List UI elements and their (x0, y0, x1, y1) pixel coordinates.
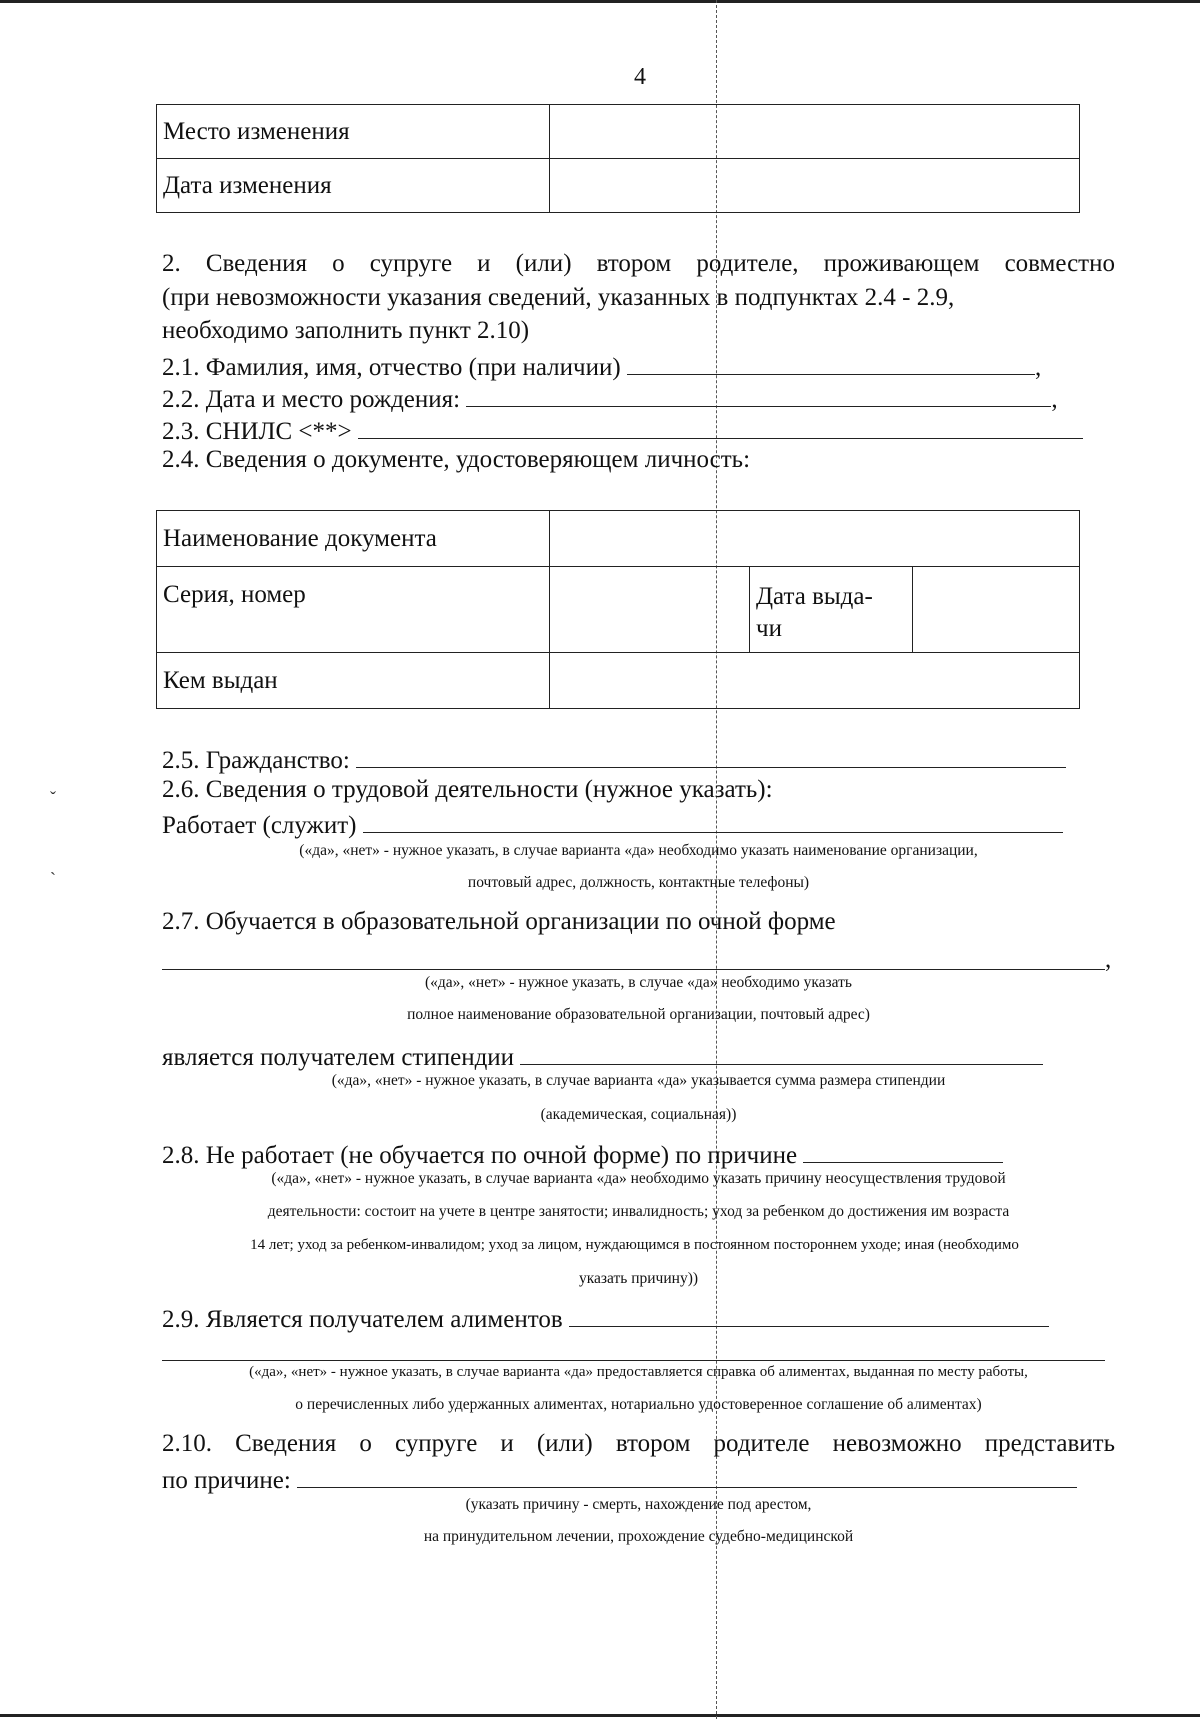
item-2-7-comma: , (1105, 946, 1112, 973)
item-2-2-label: 2.2. Дата и место рождения: (162, 386, 461, 413)
item-2-7-title: 2.7. Обучается в образовательной организации по очной форме (162, 908, 836, 935)
item-2-8 (162, 1138, 1003, 1170)
doc-name-label: Наименование документа (157, 511, 550, 567)
issue-date-label (750, 567, 913, 653)
alimony-field-line2[interactable] (162, 1360, 1105, 1361)
item-2-10-line2 (162, 1463, 1077, 1495)
scan-speck-1: ˇ (50, 788, 56, 808)
item-2-2 (162, 382, 1058, 414)
item-2-8-title: 2.8. Не работает (не обучается по очной форме) по причине (162, 1142, 798, 1169)
snils-field[interactable] (358, 414, 1083, 439)
birth-date-place-field[interactable] (466, 382, 1051, 407)
item-2-1 (162, 350, 1041, 382)
not-working-reason-field[interactable] (803, 1138, 1003, 1163)
item-2-5-label: 2.5. Гражданство: (162, 747, 350, 774)
works-label: Работает (служит) (162, 812, 357, 839)
item-2-9-note2: о перечисленных либо удержанных алиментах, нотариально удостоверенное соглашение об алиментах) (295, 1396, 982, 1413)
item-2-9-note1: («да», «нет» - нужное указать, в случае варианта «да» предоставляется справка об алиментах, выданная по месту работы, (249, 1364, 1028, 1380)
item-2-10-note1: (указать причину - смерть, нахождение под арестом, (465, 1496, 812, 1513)
item-2-2-comma: , (1051, 386, 1058, 413)
item-2-6-title: 2.6. Сведения о трудовой деятельности (нужное указать): (162, 776, 773, 803)
issued-by-field[interactable] (550, 653, 1080, 709)
section2-heading-line2: (при невозможности указания сведений, указанных в подпунктах 2.4 - 2.9, (162, 284, 955, 311)
change-place-label: Место изменения (157, 105, 550, 159)
stipend-label: является получателем стипендии (162, 1044, 515, 1071)
change-table (156, 104, 1080, 213)
citizenship-field[interactable] (356, 743, 1066, 768)
stipend-note2: (академическая, социальная)) (540, 1106, 737, 1123)
series-number-field[interactable] (550, 567, 750, 653)
item-2-6-works (162, 808, 1063, 840)
stipend-note1: («да», «нет» - нужное указать, в случае варианта «да» указывается сумма размера стипендии (331, 1072, 946, 1089)
page-number: 4 (634, 64, 646, 90)
item-2-3 (162, 414, 1083, 446)
section2-heading-line3: необходимо заполнить пункт 2.10) (162, 317, 530, 344)
item-2-8-note4: указать причину)) (578, 1270, 699, 1287)
change-date-label: Дата изменения (157, 159, 550, 213)
item-2-6-note2: почтовый адрес, должность, контактные телефоны) (467, 874, 810, 891)
item-2-7-note2: полное наименование образовательной организации, почтовый адрес) (407, 1006, 870, 1023)
section2-heading-line1: 2. Сведения о супруге и (или) втором родителе, проживающем совместно (162, 250, 1115, 277)
item-2-3-label: 2.3. СНИЛС <**> (162, 418, 352, 445)
issue-date-field[interactable] (913, 567, 1080, 653)
item-2-1-comma: , (1034, 354, 1042, 381)
scan-border-top (0, 0, 1200, 3)
item-2-10-note2: на принудительном лечении, прохождение судебно-медицинской (423, 1528, 854, 1545)
stipend-row (162, 1040, 1043, 1072)
change-date-field[interactable] (550, 159, 1080, 213)
scan-speck-2: ˎ (50, 855, 56, 875)
item-2-9 (162, 1302, 1049, 1334)
alimony-field[interactable] (569, 1302, 1049, 1327)
item-2-9-title: 2.9. Является получателем алиментов (162, 1306, 563, 1333)
impossible-reason-field[interactable] (297, 1463, 1077, 1488)
item-2-6-note1: («да», «нет» - нужное указать, в случае варианта «да» необходимо указать наименование организации, (299, 842, 978, 859)
change-place-field[interactable] (550, 105, 1080, 159)
item-2-8-note1: («да», «нет» - нужное указать, в случае варианта «да» необходимо указать причину неосуществления трудовой (271, 1170, 1006, 1187)
issue-date-label-line1: Дата выда- (756, 583, 873, 610)
issued-by-label: Кем выдан (157, 653, 550, 709)
item-2-8-note3: 14 лет; уход за ребенком-инвалидом; уход за лицом, нуждающимся в постоянном постороннем уходе; иная (необходимо (250, 1237, 1019, 1253)
item-2-1-label: 2.1. Фамилия, имя, отчество (при наличии) (162, 354, 621, 381)
education-field[interactable] (162, 969, 1105, 970)
item-2-7-note1: («да», «нет» - нужное указать, в случае «да» необходимо указать (425, 974, 852, 991)
scan-border-bottom (0, 1714, 1200, 1717)
item-2-10-title-line1: 2.10. Сведения о супруге и (или) втором родителе невозможно представить (162, 1430, 1115, 1457)
doc-name-field[interactable] (550, 511, 1080, 567)
item-2-4: 2.4. Сведения о документе, удостоверяющем личность: (162, 446, 751, 473)
item-2-8-note2: деятельности: состоит на учете в центре занятости; инвалидность; уход за ребенком до достижения им возраста (267, 1203, 1010, 1220)
issue-date-label-line2: чи (756, 615, 782, 642)
full-name-field[interactable] (627, 350, 1035, 375)
works-field[interactable] (363, 808, 1063, 833)
series-number-label: Серия, номер (157, 567, 550, 653)
item-2-10-title-line2: по причине: (162, 1467, 291, 1494)
item-2-5 (162, 743, 1066, 775)
stipend-field[interactable] (520, 1040, 1043, 1065)
id-document-table (156, 510, 1080, 709)
